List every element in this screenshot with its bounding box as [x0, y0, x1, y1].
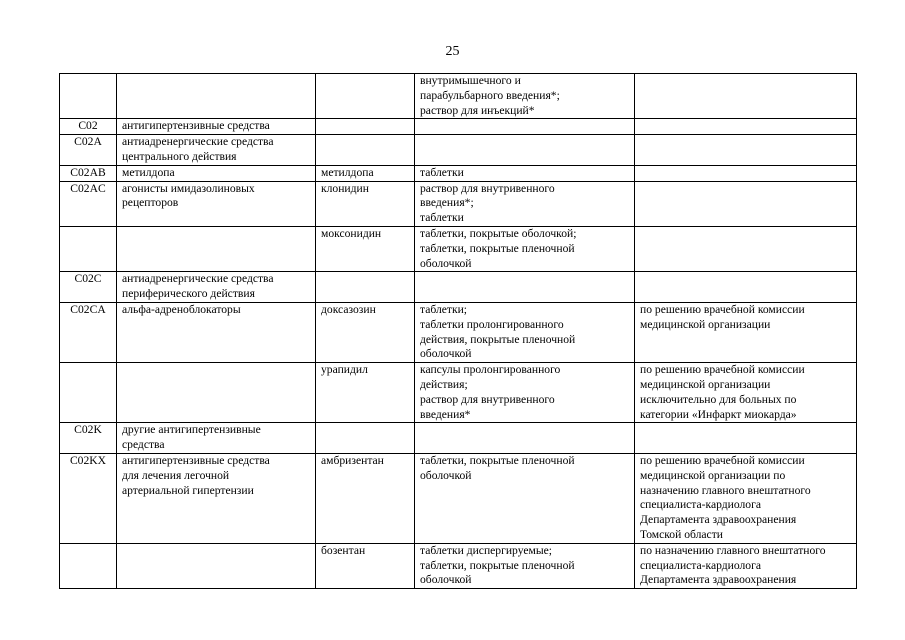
atc-code-cell [60, 453, 117, 543]
cell-line: таблетки [420, 165, 464, 179]
drug-name-cell [316, 302, 415, 362]
cell-line: доксазозин [321, 302, 376, 316]
cell-line: капсулы пролонгированного [420, 363, 561, 377]
cell-line: центрального действия [122, 149, 237, 163]
note-cell [635, 181, 857, 226]
anatomical-group-cell [117, 119, 316, 135]
cell-text: C02CA [70, 302, 106, 316]
atc-code-cell [60, 226, 117, 271]
note-cell [635, 272, 857, 303]
table-row [60, 181, 857, 226]
cell-line: агонисты имидазолиновых [122, 181, 255, 195]
cell-line: урапидил [321, 363, 368, 377]
cell-line: таблетки, покрытые пленочной [420, 558, 575, 572]
note-cell [635, 226, 857, 271]
anatomical-group-cell [117, 423, 316, 454]
atc-code-cell [60, 181, 117, 226]
cell-line: клонидин [321, 181, 369, 195]
atc-code-cell [60, 272, 117, 303]
anatomical-group-cell [117, 74, 316, 119]
cell-line: исключительно для больных по [640, 392, 797, 406]
table-row [60, 543, 857, 588]
dosage-form-cell [415, 423, 635, 454]
table-row [60, 226, 857, 271]
cell-line: действия, покрытые пленочной [420, 332, 576, 346]
cell-line: таблетки, покрытые оболочкой; [420, 226, 577, 240]
cell-line: специалиста-кардиолога [640, 498, 761, 512]
drug-name-cell [316, 272, 415, 303]
cell-line: альфа-адреноблокаторы [122, 302, 241, 316]
dosage-form-cell [415, 543, 635, 588]
cell-line: для лечения легочной [122, 468, 230, 482]
table-row [60, 272, 857, 303]
dosage-form-cell [415, 165, 635, 181]
cell-line: антиадренергические средства [122, 135, 274, 149]
anatomical-group-cell [117, 543, 316, 588]
drug-name-cell [316, 423, 415, 454]
dosage-form-cell [415, 453, 635, 543]
cell-line: специалиста-кардиолога [640, 558, 761, 572]
cell-line: Департамента здравоохранения [640, 573, 797, 587]
anatomical-group-cell [117, 272, 316, 303]
cell-text: C02K [74, 423, 102, 437]
dosage-form-cell [415, 181, 635, 226]
drug-name-cell [316, 119, 415, 135]
cell-line: антиадренергические средства [122, 272, 274, 286]
atc-code-cell [60, 543, 117, 588]
note-cell [635, 543, 857, 588]
cell-line: раствор для внутривенного [420, 392, 555, 406]
table-row [60, 119, 857, 135]
cell-line: таблетки диспергируемые; [420, 543, 552, 557]
cell-line: действия; [420, 377, 468, 391]
anatomical-group-cell [117, 135, 316, 166]
cell-line: по решению врачебной комиссии [640, 453, 805, 467]
note-cell [635, 165, 857, 181]
cell-line: бозентан [321, 543, 366, 557]
anatomical-group-cell [117, 165, 316, 181]
drug-name-cell [316, 74, 415, 119]
cell-text: C02AB [70, 165, 106, 179]
cell-line: метилдопа [321, 165, 374, 179]
note-cell [635, 302, 857, 362]
cell-text: C02AC [70, 181, 106, 195]
dosage-form-cell [415, 74, 635, 119]
note-cell [635, 135, 857, 166]
drug-name-cell [316, 181, 415, 226]
dosage-form-cell [415, 272, 635, 303]
dosage-form-cell [415, 119, 635, 135]
cell-line: введения*; [420, 196, 474, 210]
atc-code-cell [60, 363, 117, 423]
table-row [60, 302, 857, 362]
drug-name-cell [316, 226, 415, 271]
atc-code-cell [60, 135, 117, 166]
cell-line: введения* [420, 407, 471, 421]
cell-line: Департамента здравоохранения [640, 513, 797, 527]
cell-line: антигипертензивные средства [122, 119, 270, 133]
drug-table [59, 73, 857, 589]
cell-line: таблетки пролонгированного [420, 317, 564, 331]
atc-code-cell [60, 423, 117, 454]
cell-text: C02 [78, 119, 98, 133]
cell-line: оболочкой [420, 256, 472, 270]
cell-line: таблетки; [420, 302, 468, 316]
drug-name-cell [316, 543, 415, 588]
cell-line: амбризентан [321, 453, 384, 467]
cell-line: медицинской организации [640, 377, 771, 391]
table-row [60, 423, 857, 454]
cell-line: рецепторов [122, 196, 179, 210]
anatomical-group-cell [117, 363, 316, 423]
note-cell [635, 423, 857, 454]
cell-line: таблетки, покрытые пленочной [420, 241, 575, 255]
atc-code-cell [60, 302, 117, 362]
cell-line: категории «Инфаркт миокарда» [640, 407, 797, 421]
cell-line: медицинской организации по [640, 468, 786, 482]
dosage-form-cell [415, 363, 635, 423]
dosage-form-cell [415, 135, 635, 166]
dosage-form-cell [415, 302, 635, 362]
cell-line: по назначению главного внештатного [640, 543, 826, 557]
cell-line: метилдопа [122, 165, 175, 179]
atc-code-cell [60, 165, 117, 181]
table-row [60, 135, 857, 166]
table-row [60, 453, 857, 543]
drug-name-cell [316, 135, 415, 166]
cell-line: антигипертензивные средства [122, 453, 270, 467]
cell-line: раствор для внутривенного [420, 181, 555, 195]
anatomical-group-cell [117, 181, 316, 226]
cell-line: моксонидин [321, 226, 382, 240]
drug-name-cell [316, 165, 415, 181]
atc-code-cell [60, 119, 117, 135]
page-number: 25 [445, 44, 460, 59]
note-cell [635, 453, 857, 543]
drug-name-cell [316, 453, 415, 543]
cell-line: таблетки [420, 211, 464, 225]
anatomical-group-cell [117, 226, 316, 271]
anatomical-group-cell [117, 453, 316, 543]
cell-line: средства [122, 438, 165, 452]
cell-line: по решению врачебной комиссии [640, 302, 805, 316]
drug-name-cell [316, 363, 415, 423]
note-cell [635, 74, 857, 119]
cell-line: артериальной гипертензии [122, 483, 254, 497]
cell-text: C02A [74, 135, 102, 149]
table-row [60, 363, 857, 423]
cell-line: парабульбарного введения*; [420, 88, 560, 102]
note-cell [635, 119, 857, 135]
table-row [60, 74, 857, 119]
anatomical-group-cell [117, 302, 316, 362]
cell-line: медицинской организации [640, 317, 771, 331]
note-cell [635, 363, 857, 423]
atc-code-cell [60, 74, 117, 119]
cell-line: оболочкой [420, 573, 472, 587]
cell-line: назначению главного внештатного [640, 483, 811, 497]
cell-line: другие антигипертензивные [122, 423, 261, 437]
cell-line: оболочкой [420, 347, 472, 361]
cell-line: периферического действия [122, 287, 255, 301]
cell-line: раствор для инъекций* [420, 103, 535, 117]
cell-line: по решению врачебной комиссии [640, 363, 805, 377]
cell-line: таблетки, покрытые пленочной [420, 453, 575, 467]
dosage-form-cell [415, 226, 635, 271]
cell-line: оболочкой [420, 468, 472, 482]
cell-line: внутримышечного и [420, 74, 521, 87]
cell-text: C02KX [69, 453, 107, 467]
cell-text: C02C [74, 272, 102, 286]
drug-table-body [60, 74, 857, 589]
cell-line: Томской области [640, 527, 723, 541]
table-row [60, 165, 857, 181]
